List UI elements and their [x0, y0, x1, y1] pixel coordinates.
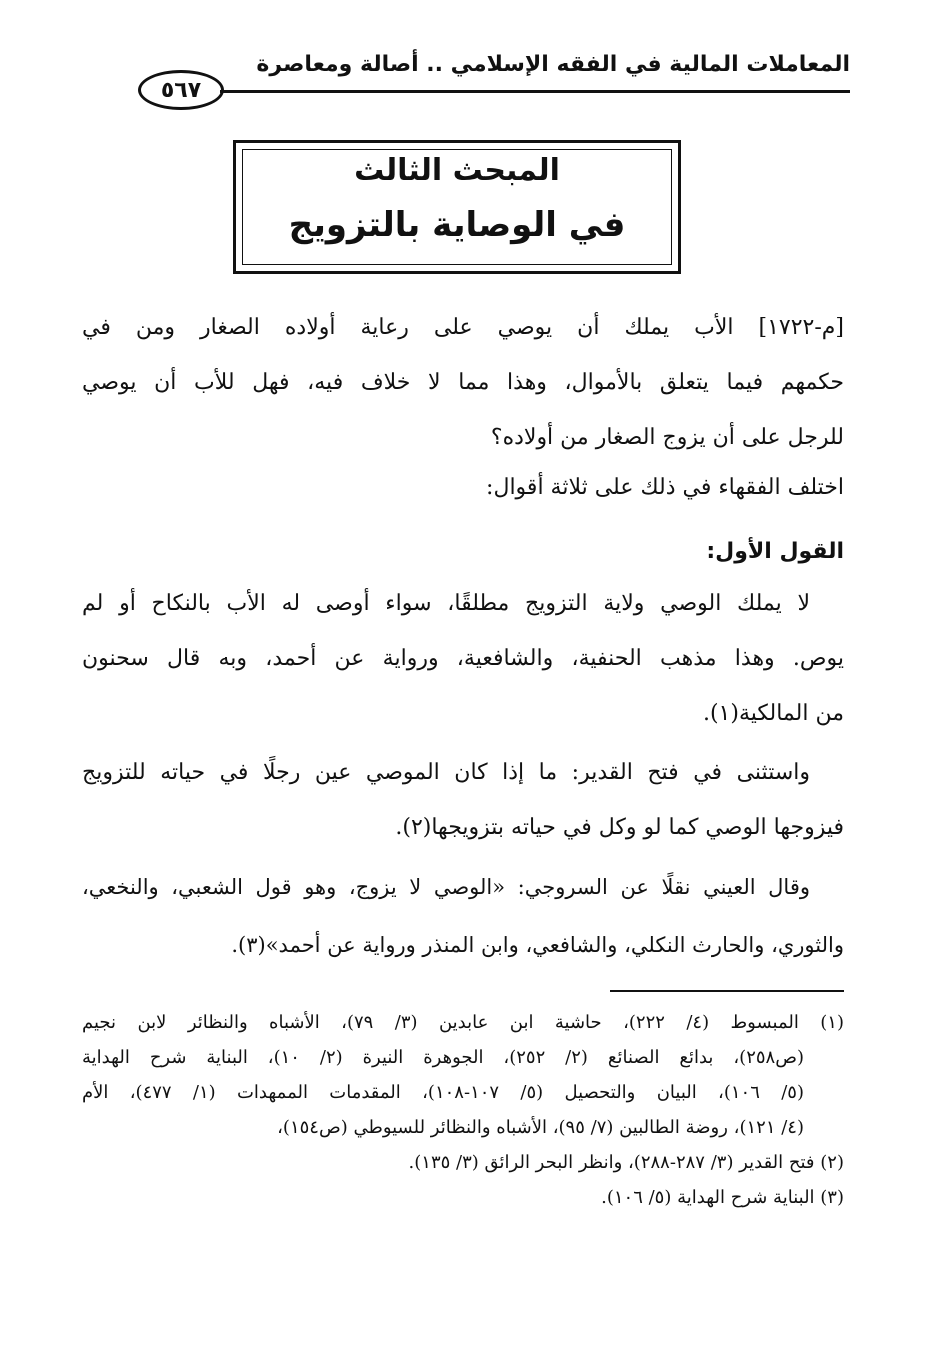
page-number-text: ٥٦٧ [160, 77, 202, 103]
paragraph-disagreement [82, 460, 878, 515]
subheading-first-opinion [82, 524, 878, 579]
section-title-box [233, 140, 681, 274]
text-line: والثوري، والحارث النكلي، والشافعي، وابن المنذر ورواية عن أحمد»(٣). [231, 933, 844, 957]
footnote-3: (٣) البناية شرح الهداية (٥/ ١٠٦). [601, 1187, 844, 1208]
footnotes [82, 1005, 844, 1215]
text-line: وقال العيني نقلًا عن السروجي: «الوصي لا يزوج، وهو قول الشعبي، والنخعي، [82, 875, 810, 899]
paragraph-aini-quote [82, 858, 844, 974]
section-title: المبحث الثالث [354, 153, 560, 188]
text-line: واستثنى في فتح القدير: ما إذا كان الموصي عين رجلًا في حياته للتزويج [82, 760, 810, 785]
running-header-title: المعاملات المالية في الفقه الإسلامي .. أصالة ومعاصرة [256, 52, 850, 77]
footnote-1-line: (ص٢٥٨)، بدائع الصنائع (٢/ ٢٥٢)، الجوهرة النيرة (٢/ ١٠)، البناية شرح الهداية [82, 1047, 805, 1068]
footnote-1-line: (٤/ ١٢١)، روضة الطالبين (٧/ ٩٥)، الأشباه والنظائر للسيوطي (ص١٥٤)، [277, 1117, 804, 1138]
text-line: فيزوجها الوصي كما لو وكل في حياته بتزويجها(٢). [395, 815, 844, 840]
footnote-2: (٢) فتح القدير (٣/ ٢٨٧-٢٨٨)، وانظر البحر الرائق (٣/ ١٣٥). [408, 1152, 844, 1173]
text-line: القول الأول: [706, 539, 844, 564]
text-line: يوص. وهذا مذهب الحنفية، والشافعية، ورواية عن أحمد، وبه قال سحنون [82, 646, 844, 671]
paragraph-question [82, 300, 844, 465]
text-line: اختلف الفقهاء في ذلك على ثلاثة أقوال: [486, 475, 844, 500]
text-line: لا يملك الوصي ولاية التزويج مطلقًا، سواء أوصى له الأب بالنكاح أو لم [82, 591, 810, 616]
section-subtitle: في الوصاية بالتزويج [288, 205, 626, 245]
text-line: [م-١٧٢٢] الأب يملك أن يوصي على رعاية أولاده الصغار ومن في [82, 315, 844, 340]
paragraph-exception [82, 745, 844, 855]
footnote-separator [610, 990, 844, 992]
text-line: من المالكية(١). [702, 701, 844, 726]
page-number [138, 70, 224, 110]
text-line: للرجل على أن يزوج الصغار من أولاده؟ [490, 425, 844, 450]
text-line: حكمهم فيما يتعلق بالأموال، وهذا مما لا خلاف فيه، فهل للأب أن يوصي [82, 370, 844, 395]
footnote-1-line: (٥/ ١٠٦)، البيان والتحصيل (٥/ ١٠٧-١٠٨)، المقدمات الممهدات (١/ ٤٧٧)، الأم [82, 1082, 804, 1103]
header-rule [220, 90, 850, 93]
paragraph-first-opinion [82, 576, 844, 741]
footnote-1-line: (١) المبسوط (٤/ ٢٢٢)، حاشية ابن عابدين (٣/ ٧٩)، الأشباه والنظائر لابن نجيم [82, 1012, 844, 1033]
